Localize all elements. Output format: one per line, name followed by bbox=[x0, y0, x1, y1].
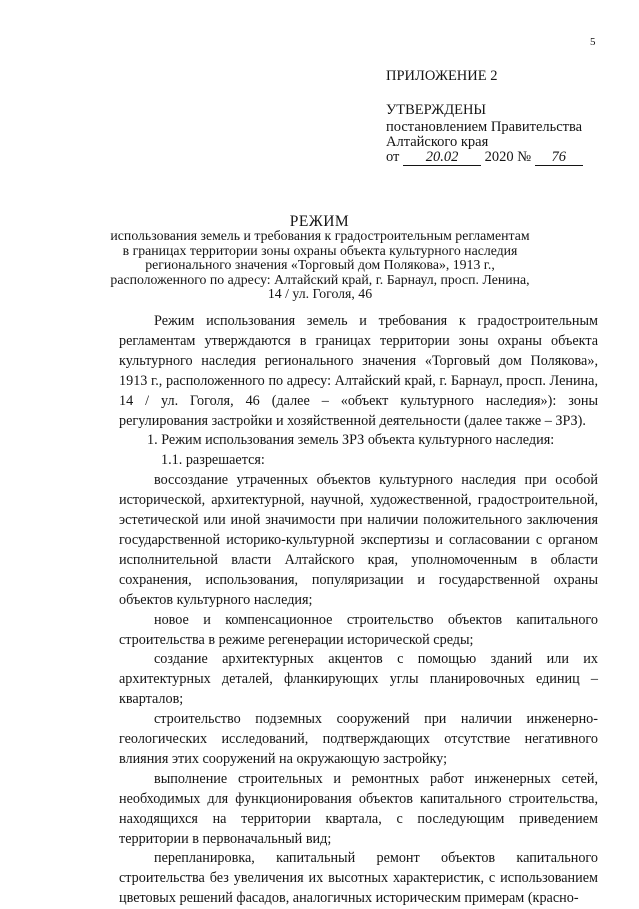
date-value: 20.02 bbox=[403, 150, 481, 166]
subsection-heading: 1.1. разрешается: bbox=[161, 452, 265, 469]
approved-label: УТВЕРЖДЕНЫ bbox=[386, 102, 487, 118]
list-item: выполнение строительных и ремонтных работ инженерных сетей, необходимых для функционирования объектов капитального строительства, находящихся на территории квартала, с последующим приведением территории в первоначальный вид; bbox=[119, 770, 598, 847]
year-and-number-sign: 2020 № bbox=[484, 149, 532, 165]
document-body bbox=[119, 312, 598, 909]
approved-by-line1: постановлением Правительства bbox=[386, 119, 583, 135]
document-title: РЕЖИМ bbox=[289, 213, 350, 230]
page-number: 5 bbox=[590, 36, 596, 48]
approval-date-line bbox=[386, 149, 583, 166]
list-item: создание архитектурных акцентов с помощью зданий или их архитектурных деталей, фланкирующих углы планировочных единиц – кварталов; bbox=[119, 651, 598, 708]
list-item: строительство подземных сооружений при наличии инженерно-геологических исследований, подтверждающих отсутствие негативного влияния этих сооружений на окружающую застройку; bbox=[119, 711, 598, 767]
date-prefix: от bbox=[386, 149, 400, 165]
list-item: перепланировка, капитальный ремонт объектов капитального строительства без увеличения их высотных характеристик, с использованием цветовых решений фасадов, аналогичных историческим примерам (красно- bbox=[119, 850, 598, 907]
section-heading: 1. Режим использования земель ЗРЗ объекта культурного наследия: bbox=[147, 432, 555, 449]
intro-paragraph: Режим использования земель и требования к градостроительным регламентам утверждаются в границах территории зоны охраны объекта культурного наследия регионального значения «Торговый дом Полякова», 1913 г., расположенного по адресу: Алтайский край, г. Барнаул, просп. Ленина, 14 / ул. Гоголя, 46 (далее – «объект культурного наследия»): зоны регулирования застройки и хозяйственной деятельности (далее также – ЗРЗ). bbox=[119, 313, 598, 429]
document-subtitle: использования земель и требования к градостроительным регламентам в границах территории зоны охраны объекта культурного наследия регионального значения «Торговый дом Полякова», 1913 г., расположенного по адресу: Алтайский край, г. Барнаул, просп. Ленина, 14 / ул. Гоголя, 46 bbox=[110, 228, 530, 302]
list-item: новое и компенсационное строительство объектов капитального строительства в режиме регенерации исторической среды; bbox=[119, 611, 598, 648]
approved-by-line2: Алтайского края bbox=[386, 134, 489, 150]
list-item: воссоздание утраченных объектов культурного наследия при особой исторической, архитектурной, научной, художественной, градостроительной, эстетической или иной значимости при наличии положительного заключения государственной историко-культурной экспертизы и согласовании с органом исполнительной власти Алтайского края, уполномоченным в области сохранения, использования, популяризации и государственной охраны объектов культурного наследия; bbox=[119, 472, 598, 608]
appendix-label: ПРИЛОЖЕНИЕ 2 bbox=[386, 68, 498, 84]
resolution-number: 76 bbox=[535, 150, 583, 166]
